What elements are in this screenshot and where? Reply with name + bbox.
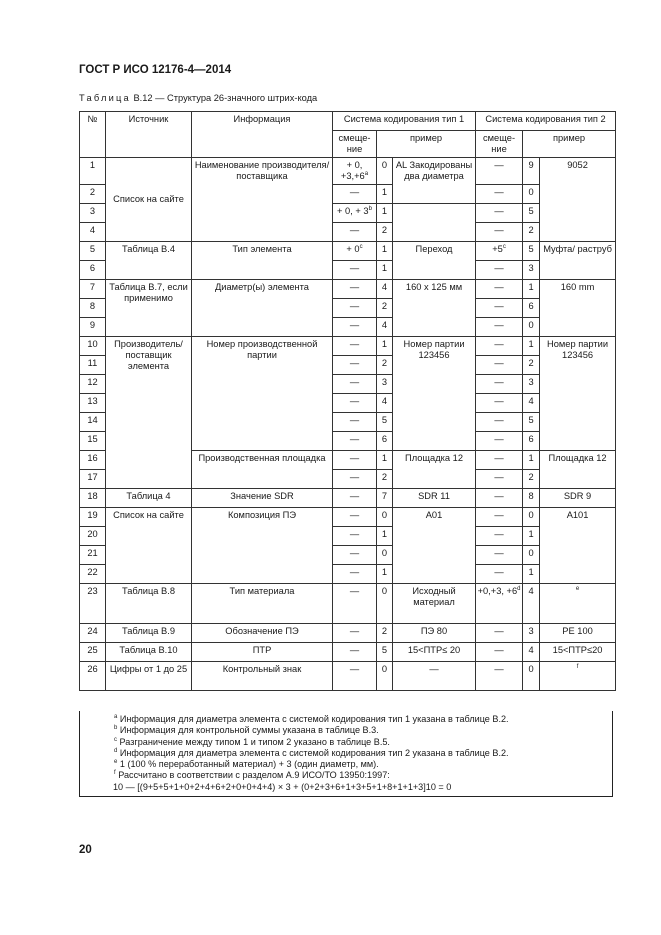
digit-1-cell: 2 [377, 624, 393, 643]
offset-2-cell: — [476, 527, 523, 546]
digit-1-cell: 5 [377, 413, 393, 432]
digit-2-cell: 6 [523, 299, 540, 318]
offset-1-cell: — [333, 662, 377, 691]
table-row [80, 624, 616, 643]
footnote-text: Информация для диаметра элемента с системой кодирования тип 1 указана в таблице В.2. [119, 714, 509, 724]
example-1-cell: A01 [393, 508, 476, 584]
offset-1-cell: — [333, 280, 377, 299]
source-cell: Таблица В.9 [106, 624, 192, 643]
offset-1-cell: — [333, 223, 377, 242]
digit-2-cell: 1 [523, 337, 540, 356]
row-number: 8 [80, 299, 106, 318]
digit-1-cell: 1 [377, 337, 393, 356]
footnote [80, 725, 612, 736]
offset-1-cell: — [333, 643, 377, 662]
offset-2-cell: — [476, 280, 523, 299]
offset-value: +0,+3, +6 [477, 586, 518, 596]
offset-1-cell: — [333, 413, 377, 432]
row-number: 22 [80, 565, 106, 584]
example-1-cell: 15<ПТР≤ 20 [393, 643, 476, 662]
row-number: 23 [80, 584, 106, 624]
row-number: 16 [80, 451, 106, 470]
example-1-cell: — [393, 662, 476, 691]
info-cell: Номер производственной партии [192, 337, 333, 451]
offset-2-cell: — [476, 337, 523, 356]
digit-1-cell: 1 [377, 242, 393, 261]
offset-2-cell: — [476, 546, 523, 565]
digit-1-cell: 4 [377, 394, 393, 413]
example-1-cell: Переход [393, 242, 476, 280]
example-1-cell: Исходный материал [393, 584, 476, 624]
offset-1-cell: — [333, 318, 377, 337]
row-number: 17 [80, 470, 106, 489]
example-2-cell [540, 662, 616, 691]
checksum-formula: 10 — [(9+5+5+1+0+2+4+6+2+0+0+4+4) × 3 + (0+2+3+6+1+3+5+1+8+1+1+3]10 = 0 [113, 781, 452, 792]
digit-2-cell: 2 [523, 470, 540, 489]
digit-2-cell: 1 [523, 280, 540, 299]
info-cell: Значение SDR [192, 489, 333, 508]
info-cell: Обозначение ПЭ [192, 624, 333, 643]
digit-1-cell: 0 [377, 546, 393, 565]
footnote-text: Рассчитано в соответствии с разделом А.9 ИСО/ТО 13950:1997: [118, 770, 390, 781]
digit-2-cell: 4 [523, 643, 540, 662]
row-number: 2 [80, 185, 106, 204]
table-row [80, 489, 616, 508]
digit-2-cell: 0 [523, 546, 540, 565]
example-2-cell: Номер партии 123456 [540, 337, 616, 451]
page-number: 20 [79, 844, 92, 856]
digit-2-cell: 4 [523, 584, 540, 624]
offset-2-cell: — [476, 508, 523, 527]
digit-1-cell: 0 [377, 584, 393, 624]
offset-2-cell: — [476, 624, 523, 643]
example-2-cell: Муфта/ раструб [540, 242, 616, 280]
offset-1-cell: — [333, 375, 377, 394]
offset-1-cell: — [333, 394, 377, 413]
digit-1-cell: 1 [377, 451, 393, 470]
offset-1-cell: — [333, 527, 377, 546]
info-cell: Производственная площадка [192, 451, 333, 489]
digit-2-cell: 1 [523, 527, 540, 546]
example-1-cell: ПЭ 80 [393, 624, 476, 643]
digit-1-cell: 2 [377, 299, 393, 318]
offset-value: +5 [492, 244, 503, 254]
footnote-marker: e [575, 585, 580, 592]
offset-2-cell: — [476, 204, 523, 223]
row-number: 4 [80, 223, 106, 242]
row-number: 26 [80, 662, 106, 691]
digit-2-cell: 0 [523, 508, 540, 527]
footnote-mark: c [114, 736, 117, 743]
subheader-example-1: пример [377, 131, 476, 158]
digit-2-cell: 5 [523, 242, 540, 261]
footnote-marker: c [502, 243, 506, 250]
digit-2-cell: 1 [523, 451, 540, 470]
digit-2-cell: 0 [523, 318, 540, 337]
offset-2-cell: — [476, 223, 523, 242]
example-1-cell: Площадка 12 [393, 451, 476, 489]
subheader-offset-1: смеще-ние [333, 131, 377, 158]
row-number: 14 [80, 413, 106, 432]
header-num: № [80, 112, 106, 158]
offset-2-cell: — [476, 432, 523, 451]
offset-2-cell: — [476, 185, 523, 204]
source-cell: Таблица В.7, если применимо [106, 280, 192, 337]
offset-2-cell: — [476, 158, 523, 185]
offset-2-cell: — [476, 643, 523, 662]
document-header: ГОСТ Р ИСО 12176-4—2014 [79, 64, 232, 76]
offset-2-cell: — [476, 413, 523, 432]
offset-1-cell [333, 158, 377, 185]
digit-2-cell: 0 [523, 662, 540, 691]
footnote-mark: b [114, 725, 118, 732]
footnote [80, 714, 612, 725]
info-cell: Композиция ПЭ [192, 508, 333, 584]
offset-1-cell: — [333, 356, 377, 375]
header-row [80, 112, 616, 131]
caption-number: В.12 [133, 93, 153, 103]
row-number: 13 [80, 394, 106, 413]
info-cell: Контрольный знак [192, 662, 333, 691]
digit-2-cell: 3 [523, 624, 540, 643]
digit-2-cell: 0 [523, 185, 540, 204]
footnote-text: Информация для контрольной суммы указана в таблице В.3. [119, 725, 379, 736]
footnote-marker: f [576, 663, 579, 670]
row-number: 11 [80, 356, 106, 375]
offset-1-cell: — [333, 185, 377, 204]
digit-2-cell: 6 [523, 432, 540, 451]
row-number: 3 [80, 204, 106, 223]
footnote-text: 1 (100 % переработанный материал) + 3 (один диаметр, мм). [119, 759, 379, 770]
offset-2-cell: — [476, 375, 523, 394]
footnote [80, 759, 612, 770]
offset-2-cell: — [476, 451, 523, 470]
header-source: Источник [106, 112, 192, 158]
digit-1-cell: 4 [377, 280, 393, 299]
row-number: 25 [80, 643, 106, 662]
digit-1-cell: 1 [377, 185, 393, 204]
table-row [80, 662, 616, 691]
info-cell: ПТР [192, 643, 333, 662]
source-cell: Производитель/ поставщик элемента [106, 337, 192, 489]
source-cell: Таблица В.10 [106, 643, 192, 662]
offset-2-cell: — [476, 470, 523, 489]
row-number: 15 [80, 432, 106, 451]
digit-1-cell: 3 [377, 375, 393, 394]
caption-label: Таблица [79, 93, 131, 103]
digit-1-cell: 1 [377, 261, 393, 280]
offset-2-cell: — [476, 318, 523, 337]
offset-2-cell [476, 584, 523, 624]
digit-1-cell: 2 [377, 470, 393, 489]
footnote-mark: a [114, 713, 118, 720]
header-system-1: Система кодирования тип 1 [333, 112, 476, 131]
example-2-cell: SDR 9 [540, 489, 616, 508]
offset-1-cell: — [333, 584, 377, 624]
subheader-offset-2: смеще-ние [476, 131, 523, 158]
row-number: 20 [80, 527, 106, 546]
table-row [80, 280, 616, 299]
example-1-cell [393, 204, 476, 242]
offset-value: + 0, + 3 [337, 206, 369, 216]
source-cell: Цифры от 1 до 25 [106, 662, 192, 691]
offset-2-cell [476, 242, 523, 261]
digit-1-cell: 7 [377, 489, 393, 508]
footnote [80, 770, 612, 781]
offset-1-cell: — [333, 432, 377, 451]
footnote-marker: c [359, 243, 363, 250]
row-number: 5 [80, 242, 106, 261]
row-number: 7 [80, 280, 106, 299]
offset-1-cell: — [333, 508, 377, 527]
offset-1-cell: — [333, 261, 377, 280]
digit-2-cell: 2 [523, 356, 540, 375]
digit-2-cell: 9 [523, 158, 540, 185]
offset-1-cell: — [333, 565, 377, 584]
example-2-cell: A101 [540, 508, 616, 584]
header-info: Информация [192, 112, 333, 158]
digit-2-cell: 4 [523, 394, 540, 413]
header-system-2: Система кодирования тип 2 [476, 112, 616, 131]
offset-1-cell: — [333, 299, 377, 318]
footnote-mark: d [114, 747, 118, 754]
footnote-text: Разграничение между типом 1 и типом 2 указано в таблице В.5. [119, 736, 390, 747]
digit-2-cell: 5 [523, 413, 540, 432]
digit-2-cell: 8 [523, 489, 540, 508]
footnote-marker: a [364, 170, 369, 177]
digit-2-cell: 3 [523, 261, 540, 280]
row-number: 6 [80, 261, 106, 280]
table-row [80, 337, 616, 356]
offset-1-cell [333, 204, 377, 223]
row-number: 24 [80, 624, 106, 643]
source-cell: Список на сайте [106, 508, 192, 584]
digit-2-cell: 2 [523, 223, 540, 242]
example-1-cell: 160 x 125 мм [393, 280, 476, 337]
example-2-cell: Площадка 12 [540, 451, 616, 489]
row-number: 9 [80, 318, 106, 337]
digit-2-cell: 3 [523, 375, 540, 394]
footnote-marker: b [368, 205, 372, 212]
info-cell: Тип материала [192, 584, 333, 624]
footnote [80, 748, 612, 759]
info-cell: Наименование производителя/поставщика [192, 158, 333, 242]
barcode-structure-table [79, 111, 616, 691]
row-number: 12 [80, 375, 106, 394]
table-row [80, 584, 616, 624]
table-row [80, 242, 616, 261]
offset-2-cell: — [476, 565, 523, 584]
example-2-cell: 9052 [540, 158, 616, 242]
row-number: 10 [80, 337, 106, 356]
table-row [80, 158, 616, 185]
row-number: 19 [80, 508, 106, 527]
digit-1-cell: 4 [377, 318, 393, 337]
offset-2-cell: — [476, 489, 523, 508]
table-row [80, 643, 616, 662]
footnote-marker: d [517, 585, 521, 592]
digit-1-cell: 2 [377, 223, 393, 242]
example-2-cell: PE 100 [540, 624, 616, 643]
digit-1-cell: 1 [377, 527, 393, 546]
offset-value: + 0, +3,+6 [340, 160, 365, 181]
source-cell: Таблица В.4 [106, 242, 192, 280]
info-cell: Тип элемента [192, 242, 333, 280]
offset-2-cell: — [476, 394, 523, 413]
digit-1-cell: 2 [377, 356, 393, 375]
offset-1-cell: — [333, 489, 377, 508]
table-caption [79, 93, 317, 103]
source-cell: Таблица В.8 [106, 584, 192, 624]
digit-1-cell: 6 [377, 432, 393, 451]
offset-1-cell: — [333, 337, 377, 356]
row-number: 1 [80, 158, 106, 185]
digit-2-cell: 1 [523, 565, 540, 584]
subheader-example-2: пример [523, 131, 616, 158]
example-2-cell [540, 584, 616, 624]
offset-1-cell: — [333, 451, 377, 470]
digit-1-cell: 1 [377, 204, 393, 223]
offset-1-cell: — [333, 470, 377, 489]
example-1-cell: SDR 11 [393, 489, 476, 508]
example-2-cell: 160 mm [540, 280, 616, 337]
offset-2-cell: — [476, 299, 523, 318]
digit-1-cell: 0 [377, 662, 393, 691]
digit-2-cell: 5 [523, 204, 540, 223]
example-1-cell: Номер партии 123456 [393, 337, 476, 451]
row-number: 18 [80, 489, 106, 508]
footnote-mark: f [114, 770, 116, 777]
offset-2-cell: — [476, 356, 523, 375]
table-row [80, 508, 616, 527]
source-cell: Таблица 4 [106, 489, 192, 508]
footnote-text: Информация для диаметра элемента с системой кодирования тип 2 указана в таблице В.2. [119, 747, 509, 758]
example-1-cell: AL Закодированы два диаметра [393, 158, 476, 204]
caption-title: — Структура 26-значного штрих-кода [155, 93, 318, 103]
offset-value: + 0 [346, 244, 360, 254]
row-number: 21 [80, 546, 106, 565]
offset-1-cell: — [333, 546, 377, 565]
digit-1-cell: 0 [377, 158, 393, 185]
footnote-mark: e [114, 759, 118, 766]
example-2-cell: 15<ПТР≤20 [540, 643, 616, 662]
digit-1-cell: 0 [377, 508, 393, 527]
digit-1-cell: 1 [377, 565, 393, 584]
offset-1-cell [333, 242, 377, 261]
offset-1-cell: — [333, 624, 377, 643]
digit-1-cell: 5 [377, 643, 393, 662]
footnote [80, 737, 612, 748]
source-cell: Список на сайте [106, 158, 192, 242]
offset-2-cell: — [476, 261, 523, 280]
info-cell: Диаметр(ы) элемента [192, 280, 333, 337]
offset-2-cell: — [476, 662, 523, 691]
table-footnotes [79, 711, 613, 797]
